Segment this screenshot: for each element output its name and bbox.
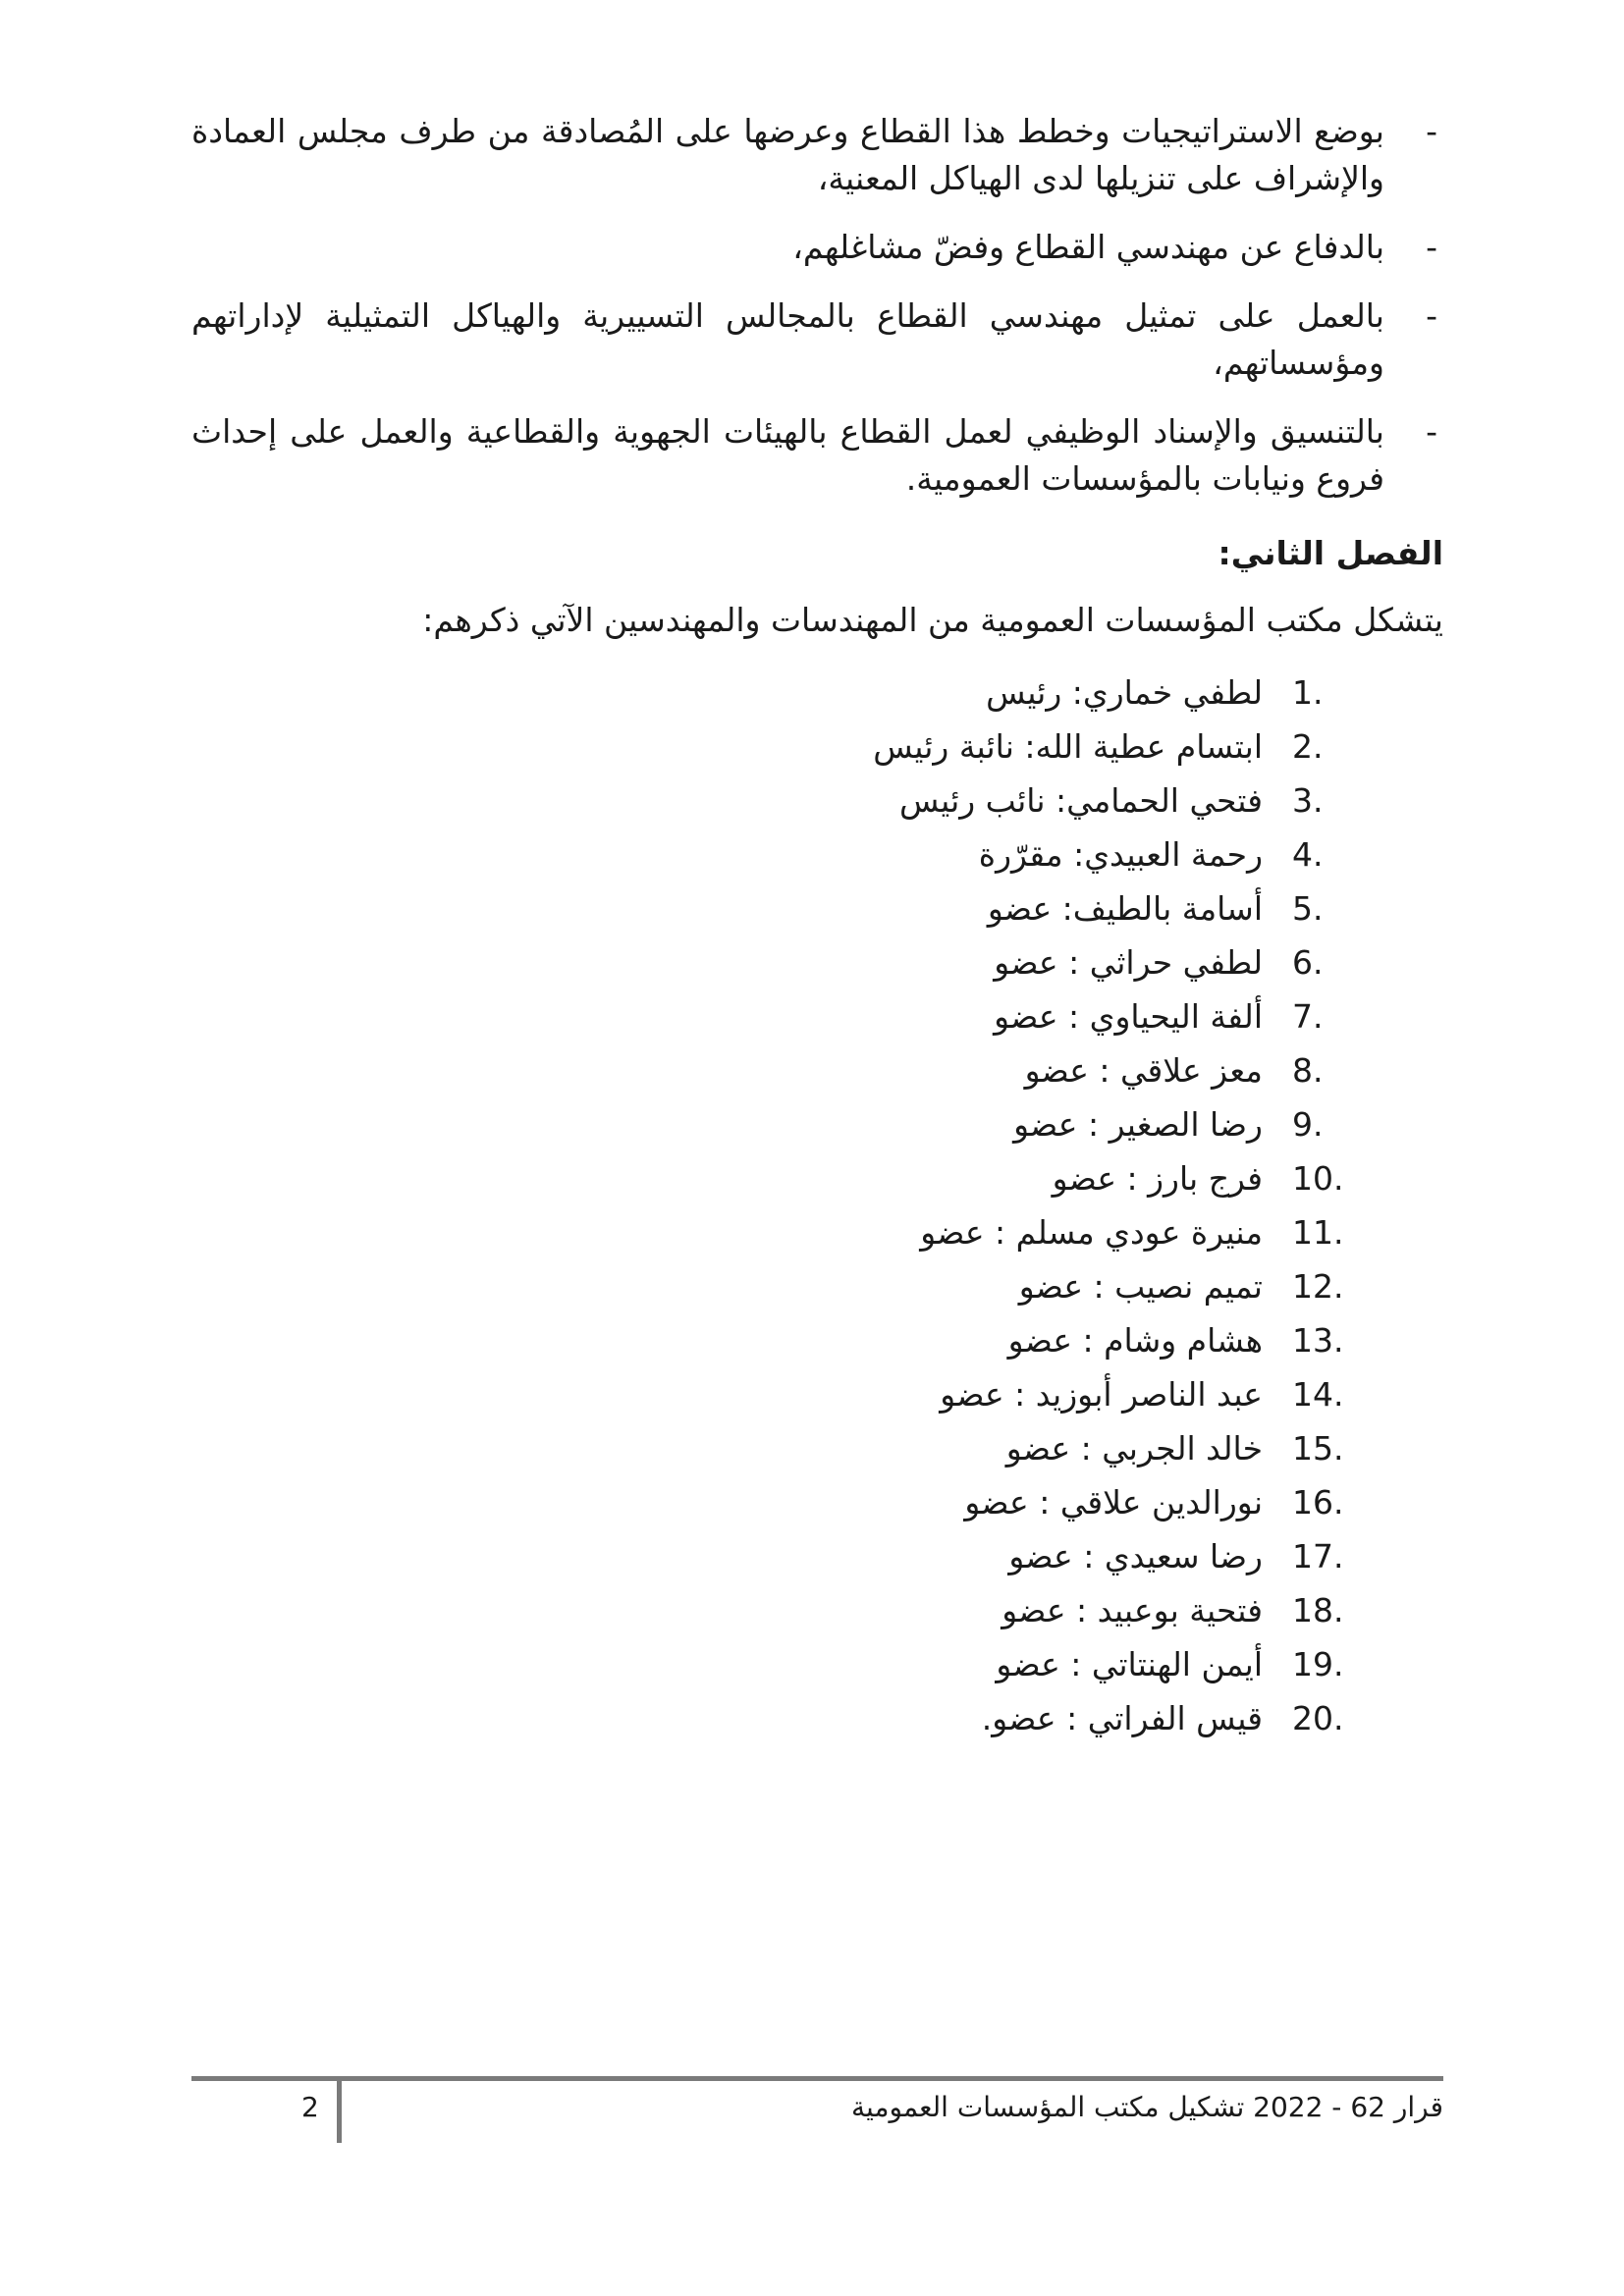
bullet-marker: -	[1426, 296, 1437, 335]
member-text: ابتسام عطية الله: نائبة رئيس	[873, 727, 1263, 766]
member-item	[191, 774, 1443, 828]
footer-title: قرار 62 - 2022 تشكيل مكتب المؤسسات العمومية	[851, 2091, 1443, 2123]
bullet-item	[191, 224, 1443, 271]
bullet-marker: -	[1426, 228, 1437, 266]
member-text: لطفي خماري: رئيس	[986, 673, 1263, 712]
member-text: رضا الصغير : عضو	[1013, 1105, 1263, 1144]
member-number: 19.	[1292, 1645, 1344, 1683]
section-heading: الفصل الثاني:	[1218, 534, 1443, 572]
member-number: 11.	[1292, 1213, 1344, 1252]
member-number: 15.	[1292, 1429, 1344, 1468]
member-number: 20.	[1292, 1699, 1344, 1737]
page-footer	[191, 2076, 1443, 2143]
member-item	[191, 1259, 1443, 1313]
member-text: رضا سعيدي : عضو	[1008, 1537, 1263, 1575]
bullet-item	[191, 108, 1443, 202]
footer-separator	[337, 2076, 342, 2143]
member-number: 6.	[1292, 943, 1324, 982]
member-text: نورالدين علاقي : عضو	[964, 1483, 1263, 1522]
member-text: فتحية بوعبيد : عضو	[1001, 1591, 1263, 1629]
member-number: 7.	[1292, 997, 1324, 1036]
member-text: معز علاقي : عضو	[1024, 1051, 1263, 1090]
member-number: 3.	[1292, 781, 1324, 820]
member-number: 4.	[1292, 835, 1324, 874]
member-text: خالد الجربي : عضو	[1005, 1429, 1263, 1468]
member-item	[191, 666, 1443, 720]
member-number: 1.	[1292, 673, 1324, 712]
member-number: 9.	[1292, 1105, 1324, 1144]
member-number: 10.	[1292, 1159, 1344, 1198]
member-item	[191, 1043, 1443, 1097]
bullet-text: بالعمل على تمثيل مهندسي القطاع بالمجالس التسييرية والهياكل التمثيلية لإداراتهم ومؤسساتهم،	[191, 296, 1384, 382]
footer-rule	[191, 2076, 1443, 2081]
bullet-text: بوضع الاستراتيجيات وخطط هذا القطاع وعرضها على المُصادقة من طرف مجلس العمادة والإشراف على تنزيلها لدى الهياكل المعنية،	[191, 112, 1384, 197]
bullet-text: بالتنسيق والإسناد الوظيفي لعمل القطاع بالهيئات الجهوية والقطاعية والعمل على إحداث فروع ونيابات بالمؤسسات العمومية.	[191, 412, 1384, 498]
member-item	[191, 1421, 1443, 1475]
bullet-marker: -	[1426, 112, 1437, 150]
member-item	[191, 1367, 1443, 1421]
member-item	[191, 1151, 1443, 1205]
member-item	[191, 1313, 1443, 1367]
member-item	[191, 1529, 1443, 1583]
member-number: 17.	[1292, 1537, 1344, 1575]
member-number: 13.	[1292, 1321, 1344, 1360]
member-item	[191, 881, 1443, 935]
section-intro: يتشكل مكتب المؤسسات العمومية من المهندسات والمهندسين الآتي ذكرهم:	[422, 601, 1443, 639]
bullet-item	[191, 293, 1443, 387]
bullet-list	[191, 108, 1443, 503]
member-text: فتحي الحمامي: نائب رئيس	[899, 781, 1263, 820]
member-text: عبد الناصر أبوزيد : عضو	[940, 1375, 1263, 1414]
document-page	[191, 108, 1443, 1745]
member-number: 5.	[1292, 889, 1324, 928]
member-item	[191, 1205, 1443, 1259]
member-text: أسامة بالطيف: عضو	[987, 889, 1263, 928]
member-text: هشام وشام : عضو	[1007, 1321, 1263, 1360]
member-item	[191, 935, 1443, 989]
member-text: أيمن الهنتاتي : عضو	[996, 1645, 1263, 1683]
member-text: منيرة عودي مسلم : عضو	[920, 1213, 1263, 1252]
member-number: 14.	[1292, 1375, 1344, 1414]
member-number: 18.	[1292, 1591, 1344, 1629]
member-text: تميم نصيب : عضو	[1018, 1267, 1263, 1306]
member-text: فرج بارز : عضو	[1052, 1159, 1263, 1198]
member-text: لطفي حراثي : عضو	[994, 943, 1263, 982]
member-text: ألفة اليحياوي : عضو	[994, 997, 1263, 1036]
member-item	[191, 828, 1443, 881]
member-number: 2.	[1292, 727, 1324, 766]
members-list	[191, 666, 1443, 1745]
bullet-item	[191, 408, 1443, 503]
member-number: 16.	[1292, 1483, 1344, 1522]
member-item	[191, 1097, 1443, 1151]
page-number: 2	[301, 2091, 319, 2123]
member-text: رحمة العبيدي: مقرّرة	[978, 835, 1263, 874]
bullet-text: بالدفاع عن مهندسي القطاع وفضّ مشاغلهم،	[792, 228, 1384, 266]
member-number: 12.	[1292, 1267, 1344, 1306]
member-item	[191, 1583, 1443, 1637]
member-item	[191, 1691, 1443, 1745]
member-item	[191, 989, 1443, 1043]
bullet-marker: -	[1426, 412, 1437, 451]
member-text: قيس الفراتي : عضو.	[981, 1699, 1263, 1737]
member-item	[191, 1637, 1443, 1691]
member-number: 8.	[1292, 1051, 1324, 1090]
member-item	[191, 1475, 1443, 1529]
member-item	[191, 720, 1443, 774]
